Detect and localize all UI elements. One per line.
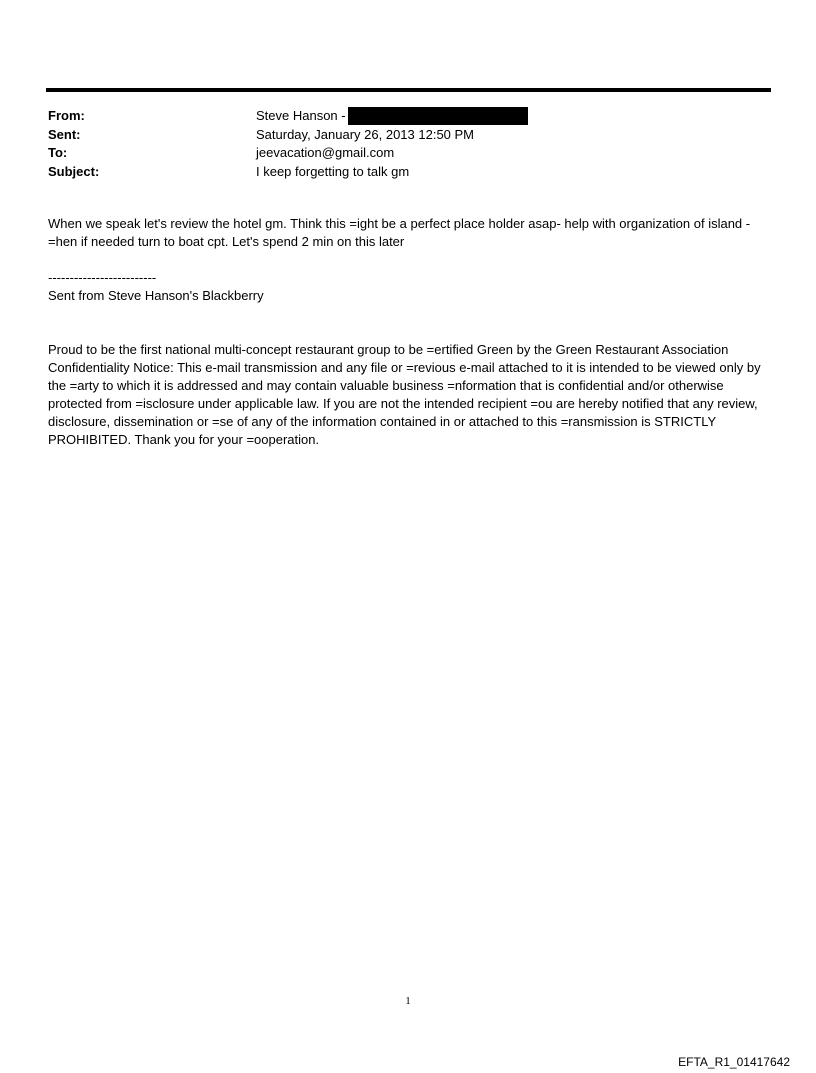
to-label: To: [48, 145, 68, 160]
to-row [48, 144, 768, 163]
from-row [48, 107, 768, 126]
sent-label: Sent: [48, 126, 81, 142]
sent-value: Saturday, January 26, 2013 12:50 PM [256, 126, 475, 142]
signature-block [48, 269, 773, 305]
from-value [256, 107, 528, 126]
email-header [48, 107, 768, 181]
message-text: When we speak let's review the hotel gm. Think this =ight be a perfect place holder asap- help with organization of island - =hen if needed turn to boat cpt. Let's spend 2 min on this later [48, 216, 751, 249]
subject-value: I keep forgetting to talk gm [256, 163, 410, 179]
signature-text: Sent from Steve Hanson's Blackberry [48, 288, 264, 303]
notice-text: Proud to be the first national multi-concept restaurant group to be =ertified Green by the Green Restaurant Association Confidentiality Notice: This e-mail transmission and any file or =revious e-mail attached to it is intended to be viewed only by the =arty to which it is addressed and may contain valuable business =nformation that is confidential and/or otherwise protected from =isclosure under applicable law. If you are not the intended recipient =ou are hereby notified that any review, disclosure, dissemination or =se of any of the information contained in or attached to this =ransmission is STRICTLY PROHIBITED. Thank you for your =ooperation. [48, 342, 761, 447]
bates-number: EFTA_R1_01417642 [678, 1055, 790, 1069]
subject-label: Subject: [48, 163, 100, 179]
to-value: jeevacation@gmail.com [256, 145, 395, 160]
header-rule [46, 88, 771, 92]
redaction-box [348, 107, 528, 125]
sent-row [48, 126, 768, 145]
subject-row [48, 163, 768, 182]
page-number: 1 [405, 995, 411, 1007]
from-label: From: [48, 108, 85, 123]
from-name: Steve Hanson - [256, 108, 346, 123]
message-body [48, 215, 773, 251]
signature-separator: ------------------------- [48, 270, 157, 285]
confidentiality-notice [48, 341, 773, 449]
